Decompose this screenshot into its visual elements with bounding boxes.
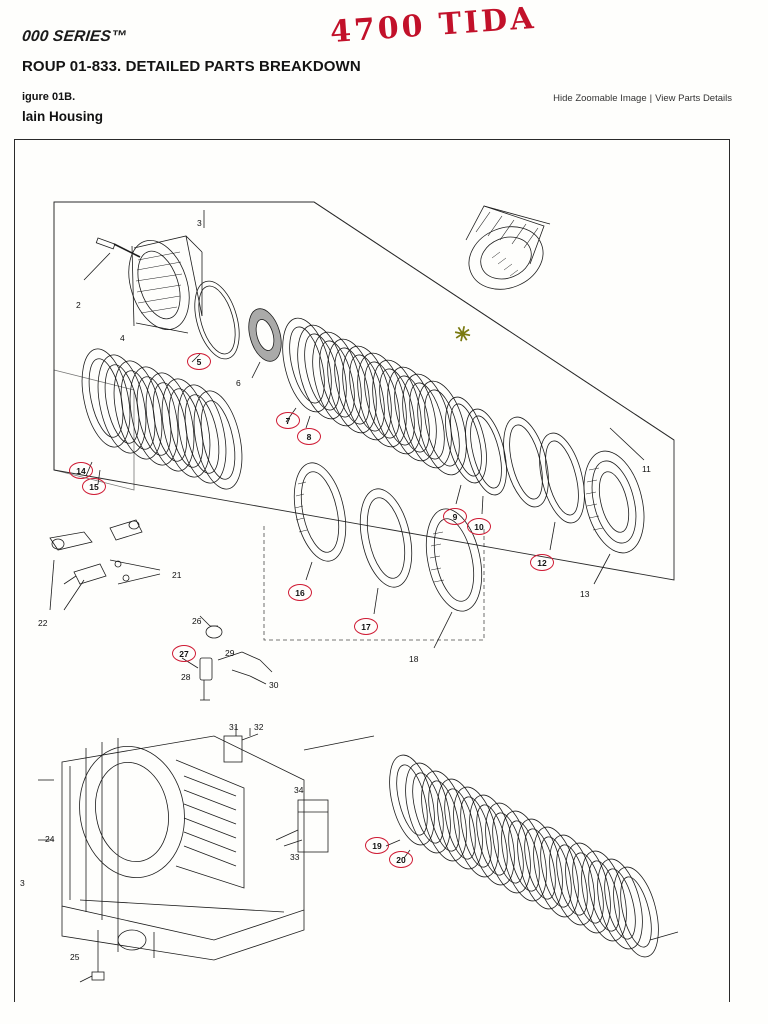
callout-7: 7 xyxy=(276,412,300,429)
label-32: 32 xyxy=(254,722,264,732)
callout-27: 27 xyxy=(172,645,196,662)
callout-17: 17 xyxy=(354,618,378,635)
label-6: 6 xyxy=(236,378,241,388)
page-title: lain Housing xyxy=(22,109,103,124)
callout-12: 12 xyxy=(530,554,554,571)
label-2: 2 xyxy=(76,300,81,310)
label-30: 30 xyxy=(269,680,279,690)
figure-block xyxy=(22,91,103,124)
label-18: 18 xyxy=(409,654,419,664)
callout-9: 9 xyxy=(443,508,467,525)
link-separator: | xyxy=(649,93,653,104)
group-title: ROUP 01-833. DETAILED PARTS BREAKDOWN xyxy=(22,58,361,75)
callout-20: 20 xyxy=(389,851,413,868)
callout-19: 19 xyxy=(365,837,389,854)
label-3: 3 xyxy=(197,218,202,228)
callout-8: 8 xyxy=(297,428,321,445)
label-25: 25 xyxy=(70,952,80,962)
label-33: 33 xyxy=(290,852,300,862)
label-11: 11 xyxy=(642,464,651,474)
label-3b: 3 xyxy=(20,878,25,888)
label-21: 21 xyxy=(172,570,182,580)
label-28: 28 xyxy=(181,672,191,682)
label-34: 34 xyxy=(294,785,304,795)
exploded-parts-diagram xyxy=(14,140,730,1002)
label-13: 13 xyxy=(580,589,590,599)
callout-14: 14 xyxy=(69,462,93,479)
header-links xyxy=(553,91,732,104)
label-4: 4 xyxy=(120,333,125,343)
label-29: 29 xyxy=(225,648,235,658)
label-22: 22 xyxy=(38,618,48,628)
series-title: 000 SERIES™ xyxy=(21,28,128,45)
hide-zoomable-image-link[interactable]: Hide Zoomable Image xyxy=(553,93,647,104)
view-parts-details-link[interactable]: View Parts Details xyxy=(655,93,732,104)
callout-16: 16 xyxy=(288,584,312,601)
figure-number: igure 01B. xyxy=(22,91,76,103)
figure-row xyxy=(22,91,732,124)
label-24: 24 xyxy=(45,834,55,844)
label-31: 31 xyxy=(229,722,239,732)
handwritten-note: 4700 TIDA xyxy=(329,0,538,51)
callout-5: 5 xyxy=(187,353,211,370)
highlighter-scribble: ✳ xyxy=(451,322,473,348)
callout-15: 15 xyxy=(82,478,106,495)
callout-10: 10 xyxy=(467,518,491,535)
label-26: 26 xyxy=(192,616,202,626)
